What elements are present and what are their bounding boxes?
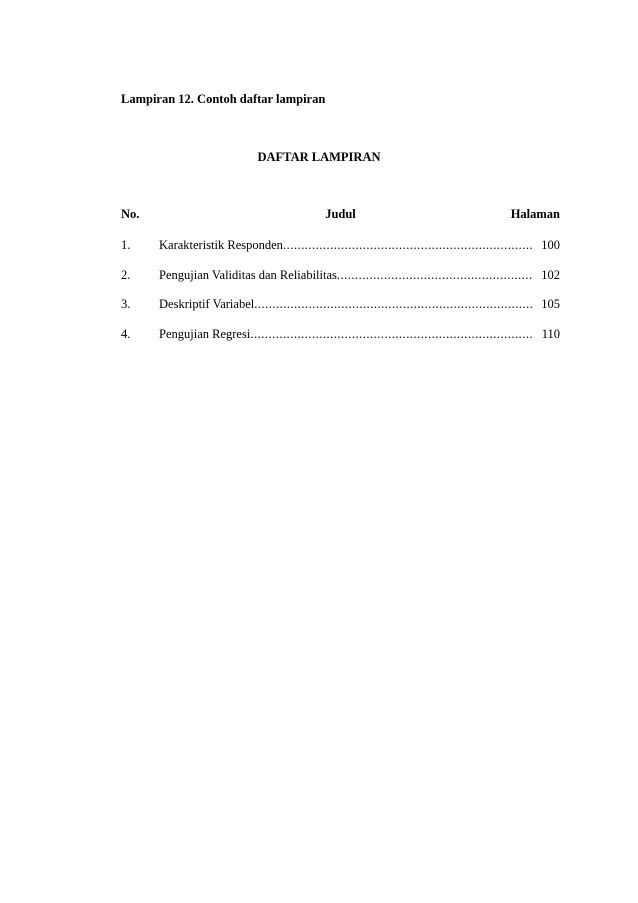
- entry-number: 2.: [121, 267, 131, 282]
- header-judul: Judul: [325, 207, 356, 221]
- dot-leader: [283, 238, 532, 253]
- appendix-list: [121, 238, 560, 356]
- header-halaman: Halaman: [510, 207, 560, 221]
- dot-leader: [337, 268, 532, 283]
- entry-number: 1.: [121, 238, 131, 252]
- entry-page: 100: [541, 238, 560, 252]
- table-header: [121, 207, 560, 225]
- dot-leader: [254, 297, 532, 312]
- entry-number: 3.: [121, 297, 131, 311]
- header-no: No.: [121, 207, 140, 221]
- entry-title: Deskriptif Variabel: [159, 297, 255, 311]
- list-item: [121, 327, 560, 357]
- entry-title: Karakteristik Responden: [159, 238, 283, 252]
- entry-page: 102: [541, 267, 560, 282]
- document-title: DAFTAR LAMPIRAN: [257, 150, 381, 164]
- dot-leader: [250, 327, 532, 342]
- entry-title: Pengujian Regresi: [159, 326, 251, 341]
- list-item: [121, 297, 560, 327]
- entry-number: 4.: [121, 326, 131, 341]
- list-item: [121, 238, 560, 268]
- entry-title: Pengujian Validitas dan Reliabilitas: [159, 267, 337, 282]
- list-item: [121, 268, 560, 298]
- appendix-caption: Lampiran 12. Contoh daftar lampiran: [121, 92, 326, 106]
- entry-page: 105: [541, 297, 560, 311]
- entry-page: 110: [541, 326, 560, 341]
